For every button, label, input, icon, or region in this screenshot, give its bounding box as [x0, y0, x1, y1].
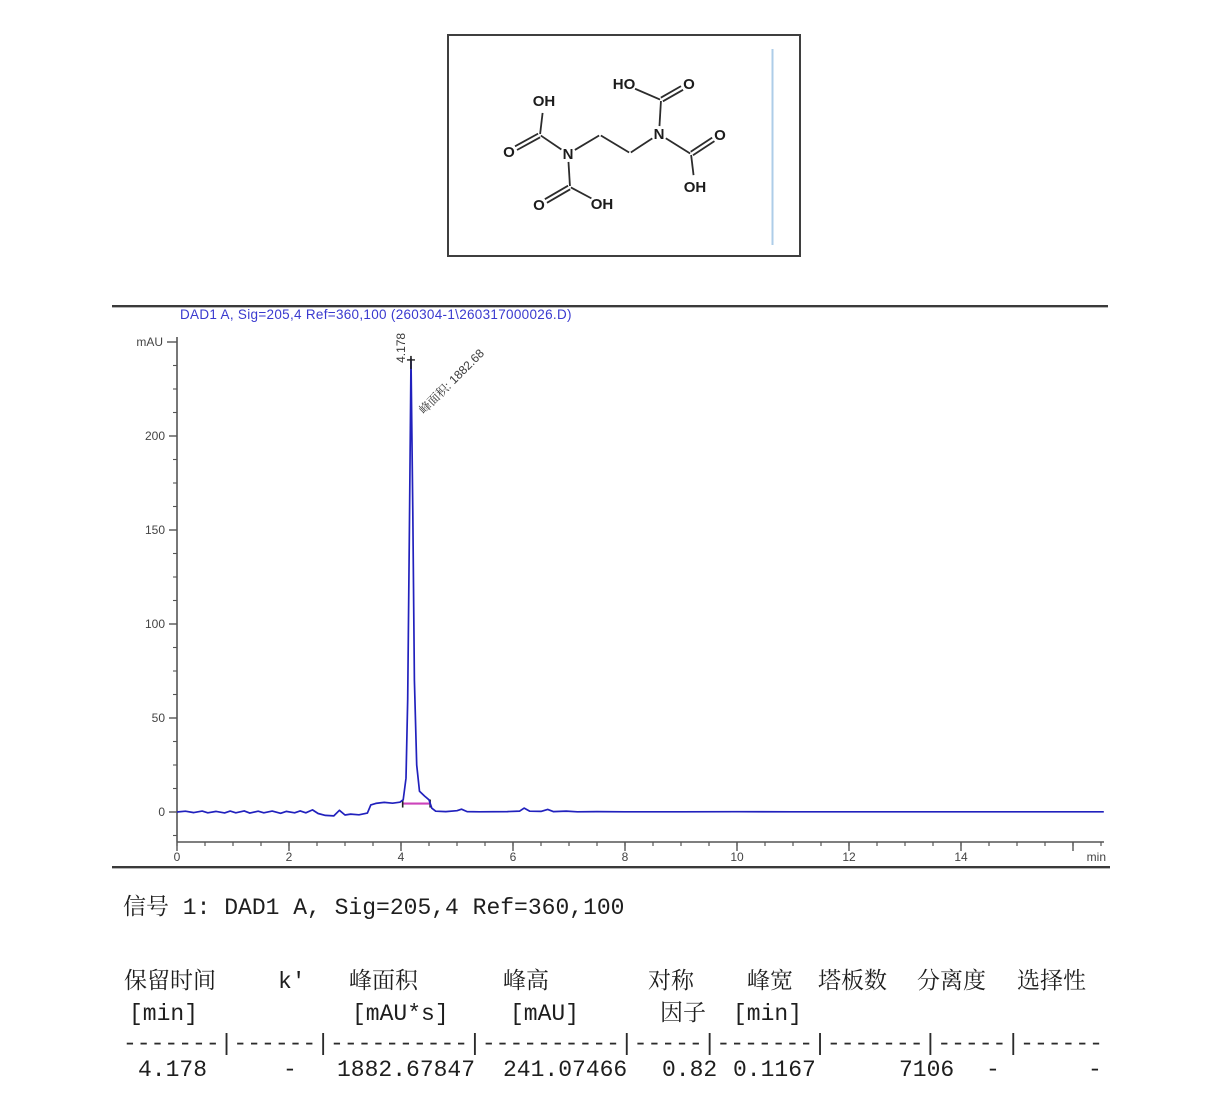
table-header-cell: k'	[278, 969, 306, 995]
table-data-cell: -	[283, 1057, 297, 1083]
x-tick-label: 6	[509, 850, 517, 864]
results-table	[123, 969, 1183, 1094]
atom-label-oh2: OH	[590, 196, 614, 213]
single-bond	[568, 162, 569, 186]
table-data-cell: 7106	[899, 1057, 955, 1083]
single-bond	[631, 138, 652, 152]
y-tick-label: 50	[151, 711, 165, 725]
single-bond	[601, 136, 629, 153]
molecule-structure-drawing	[449, 36, 799, 255]
atom-label-o1: O	[503, 144, 515, 161]
peak-rt-label: 4.178	[393, 332, 408, 363]
single-bond	[571, 187, 592, 198]
molecule-structure-box	[447, 34, 801, 257]
atom-label-o3: O	[683, 76, 695, 93]
atom-label-nl: N	[562, 146, 574, 163]
table-data-cell: -	[1088, 1057, 1102, 1083]
table-header-cell: 对称	[648, 969, 694, 995]
atom-label-o2: O	[533, 197, 545, 214]
single-bond	[691, 155, 693, 175]
single-bond	[666, 138, 690, 153]
chromatogram-title: DAD1 A, Sig=205,4 Ref=360,100 (260304-1\260317000026.D)	[180, 307, 572, 322]
x-tick-label: 2	[285, 850, 293, 864]
x-tick-label: 10	[730, 850, 744, 864]
y-tick-label: 0	[158, 805, 165, 819]
single-bond	[540, 113, 542, 134]
table-data-cell: 0.1167	[733, 1057, 816, 1083]
single-bond	[635, 89, 660, 100]
table-header-unit-cell: [mAU]	[510, 1001, 580, 1027]
x-tick-label: 8	[621, 850, 629, 864]
x-axis-unit-label: min	[1086, 850, 1106, 864]
table-header-unit-cell: [min]	[129, 1001, 199, 1027]
x-tick-label: 12	[842, 850, 856, 864]
atom-label-ho3: HO	[612, 76, 636, 93]
peak-area-label: 峰面积: 1882.68	[416, 346, 487, 418]
atom-label-nr: N	[653, 126, 665, 143]
chromatogram-plot	[110, 300, 1125, 870]
trace-path	[177, 359, 1104, 816]
x-tick-label: 0	[173, 850, 181, 864]
single-bond	[575, 136, 599, 150]
x-tick-label: 4	[397, 850, 405, 864]
y-axis-unit-label: mAU	[136, 335, 163, 349]
table-header-cell: 峰高	[503, 969, 549, 995]
table-header-unit-cell: [mAU*s]	[352, 1001, 449, 1027]
table-separator-row: -------|------|----------|----------|-----|-------|-------|-----|------	[123, 1031, 1103, 1057]
atom-label-oh1: OH	[532, 93, 556, 110]
y-tick-label: 100	[144, 617, 165, 631]
atom-label-o4: O	[714, 127, 726, 144]
table-header-cell: 塔板数	[818, 969, 887, 995]
table-header-cell: 峰宽	[747, 969, 793, 995]
table-header-unit-cell: [min]	[733, 1001, 803, 1027]
y-tick-label: 200	[144, 429, 165, 443]
signal-info-line: 信号 1: DAD1 A, Sig=205,4 Ref=360,100	[123, 895, 625, 921]
single-bond	[659, 101, 660, 126]
table-header-cell: 保留时间	[124, 969, 216, 995]
x-tick-label: 14	[954, 850, 968, 864]
table-data-cell: 0.82	[662, 1057, 718, 1083]
table-header-unit-cell: 因子	[660, 1001, 706, 1027]
table-header-cell: 分离度	[917, 969, 986, 995]
separator-line-bottom	[112, 866, 1110, 869]
table-data-cell: 1882.67847	[337, 1057, 476, 1083]
table-header-cell: 选择性	[1017, 969, 1086, 995]
y-tick-label: 150	[144, 523, 165, 537]
single-bond	[541, 136, 562, 150]
table-header-cell: 峰面积	[349, 969, 418, 995]
table-data-cell: -	[986, 1057, 1000, 1083]
atom-label-oh4: OH	[683, 179, 707, 196]
table-data-cell: 4.178	[138, 1057, 208, 1083]
table-data-cell: 241.07466	[503, 1057, 628, 1083]
